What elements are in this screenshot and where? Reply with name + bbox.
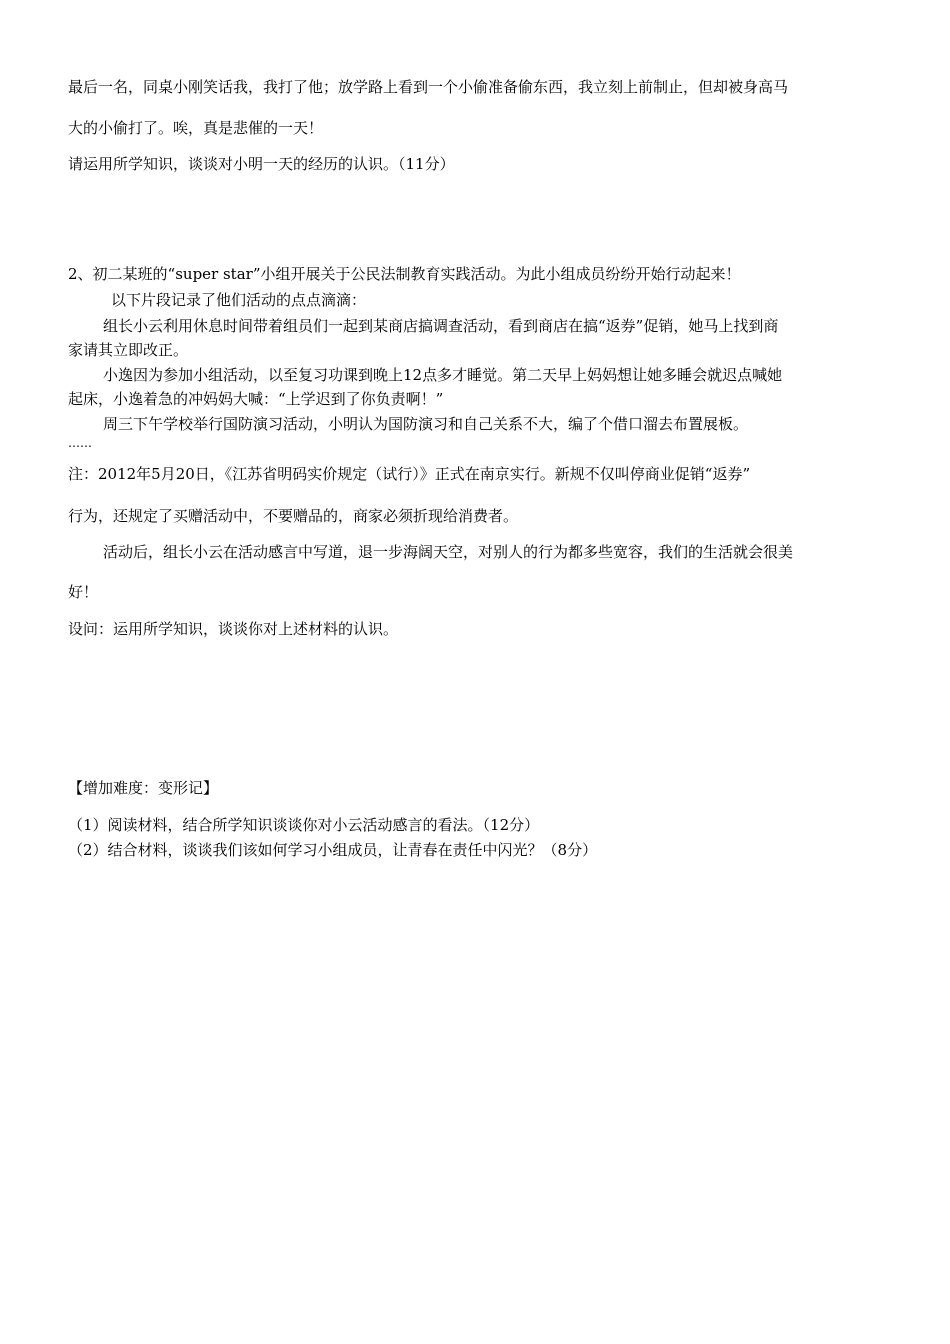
q2-paragraph-2-line-1: 小逸因为参加小组活动，以至复习功课到晚上12点多才睡觉。第二天早上妈妈想让她多睡会就迟点喊她 bbox=[103, 366, 783, 384]
q2-note-line-1: 注：2012年5月20日，《江苏省明码实价规定（试行）》正式在南京实行。新规不仅叫停商业促销“返券” bbox=[68, 465, 751, 483]
variant-question-1: （1）阅读材料，结合所学知识谈谈你对小云活动感言的看法。（12分） bbox=[68, 816, 540, 834]
variant-question-2: （2）结合材料，谈谈我们该如何学习小组成员，让青春在责任中闪光？（8分） bbox=[68, 841, 598, 859]
q2-question: 设问：运用所学知识，谈谈你对上述材料的认识。 bbox=[68, 620, 399, 638]
q2-paragraph-1-line-2: 家请其立即改正。 bbox=[68, 341, 189, 359]
q1-text-line-1: 最后一名，同桌小刚笑话我，我打了他；放学路上看到一个小偷准备偷东西，我立刻上前制止，但却被身高马 bbox=[68, 78, 789, 96]
variant-heading: 【增加难度：变形记】 bbox=[68, 779, 219, 797]
q1-prompt: 请运用所学知识，谈谈对小明一天的经历的认识。（11分） bbox=[68, 155, 455, 173]
q2-paragraph-3: 周三下午学校举行国防演习活动，小明认为国防演习和自己关系不大，编了个借口溜去布置展板。 bbox=[103, 415, 749, 433]
q2-intro: 2、初二某班的“super star”小组开展关于公民法制教育实践活动。为此小组成员纷纷开始行动起来！ bbox=[68, 265, 741, 283]
q2-paragraph-4-line-1: 活动后，组长小云在活动感言中写道，退一步海阔天空，对别人的行为都多些宽容，我们的生活就会很美 bbox=[103, 543, 794, 561]
q2-paragraph-2-line-2: 起床，小逸着急的冲妈妈大喊：“上学迟到了你负责啊！” bbox=[68, 390, 444, 408]
q1-text-line-2: 大的小偷打了。唉，真是悲催的一天！ bbox=[68, 119, 324, 137]
q2-lead: 以下片段记录了他们活动的点点滴滴： bbox=[111, 291, 367, 309]
q2-note-line-2: 行为，还规定了买赠活动中，不要赠品的，商家必须折现给消费者。 bbox=[68, 507, 519, 525]
q2-paragraph-4-line-2: 好！ bbox=[68, 583, 99, 601]
q2-paragraph-1-line-1: 组长小云利用休息时间带着组员们一起到某商店搞调查活动，看到商店在搞“返券”促销，她马上找到商 bbox=[103, 317, 779, 335]
q2-ellipsis: …… bbox=[68, 436, 92, 450]
